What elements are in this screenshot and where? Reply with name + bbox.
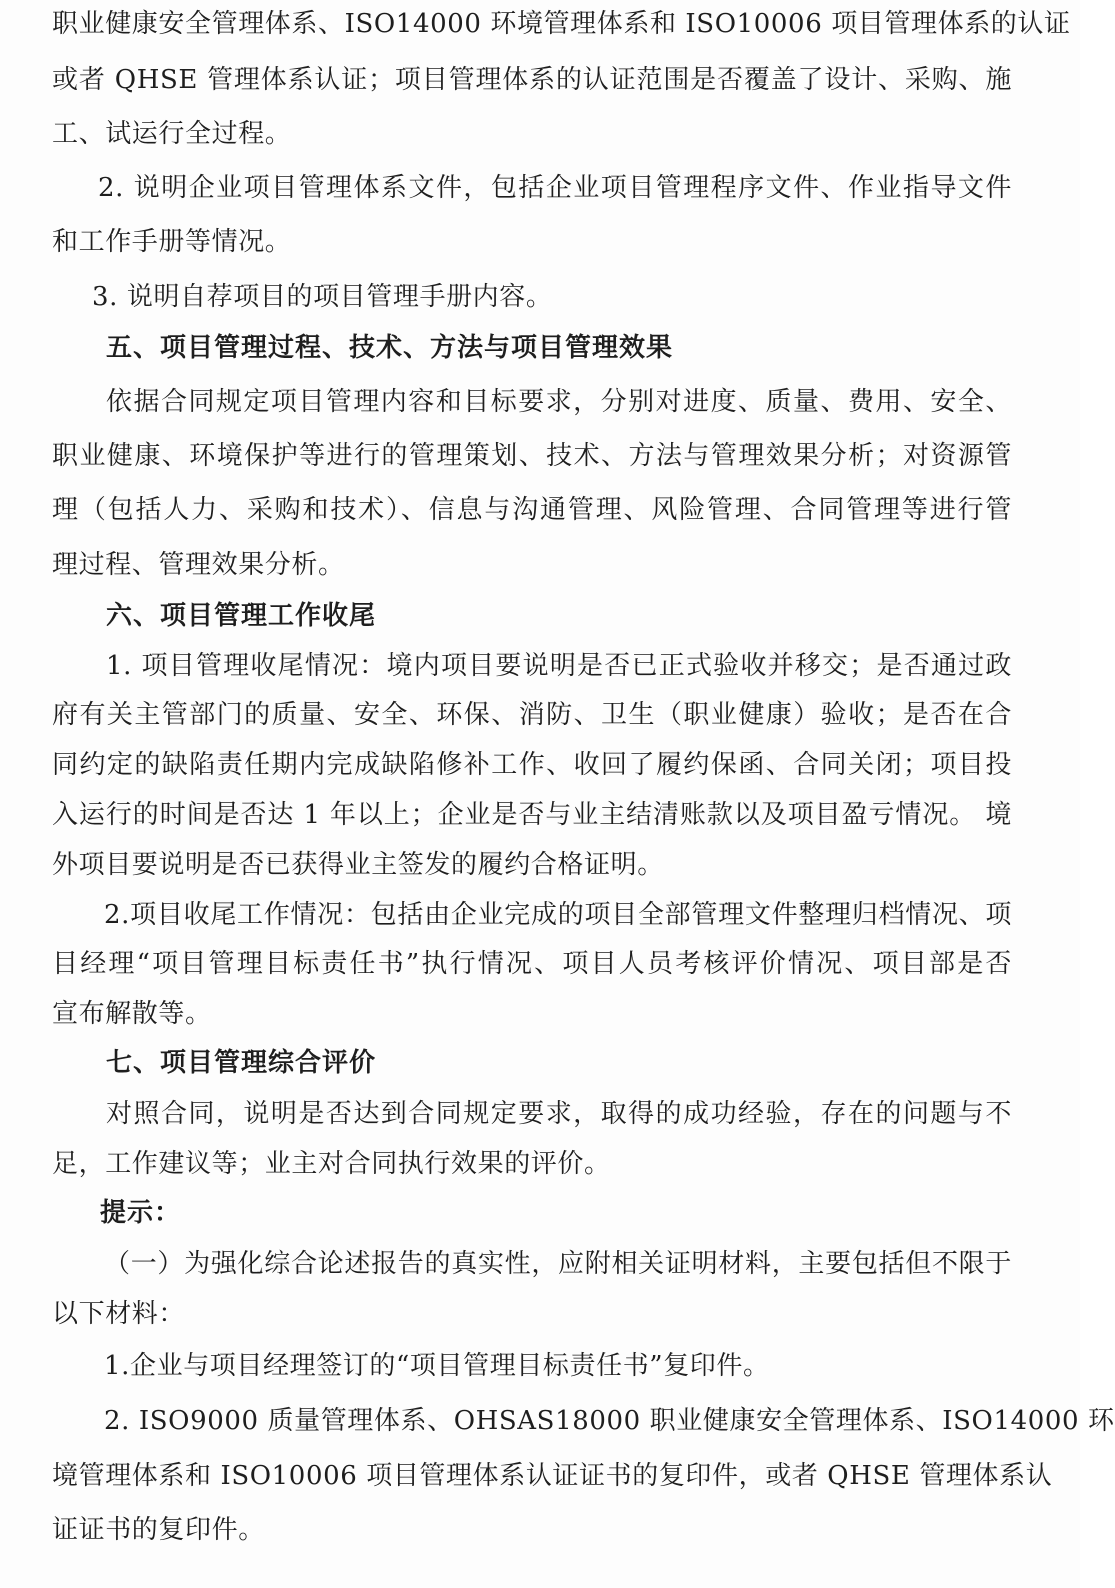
text-line: 府有关主管部门的质量、安全、环保、消防、卫生（职业健康）验收；是否在合 [52, 700, 1012, 730]
text-line: 职业健康、环境保护等进行的管理策划、技术、方法与管理效果分析；对资源管 [52, 441, 1012, 471]
text-line: 以下材料： [52, 1299, 186, 1329]
text-line: 2. ISO9000 质量管理体系、OHSAS18000 职业健康安全管理体系、ISO14000 环 [104, 1406, 1115, 1436]
text-line: 目经理“项目管理目标责任书”执行情况、项目人员考核评价情况、项目部是否 [52, 949, 1012, 979]
text-line: 或者 QHSE 管理体系认证；项目管理体系的认证范围是否覆盖了设计、采购、施 [52, 65, 1012, 95]
tips-heading: 提示： [100, 1198, 182, 1228]
text-line: 对照合同，说明是否达到合同规定要求，取得的成功经验，存在的问题与不 [106, 1099, 1012, 1129]
text-line: 境管理体系和 ISO10006 项目管理体系认证证书的复印件，或者 QHSE 管理体系认 [52, 1461, 1053, 1491]
text-line: 外项目要说明是否已获得业主签发的履约合格证明。 [52, 850, 664, 880]
text-line: 1. 项目管理收尾情况：境内项目要说明是否已正式验收并移交；是否通过政 [106, 651, 1012, 681]
section-heading: 七、项目管理综合评价 [106, 1048, 377, 1078]
text-line: 理过程、管理效果分析。 [52, 550, 345, 580]
text-line: 足，工作建议等；业主对合同执行效果的评价。 [52, 1149, 611, 1179]
text-line: 宣布解散等。 [52, 999, 212, 1029]
text-line: 同约定的缺陷责任期内完成缺陷修补工作、收回了履约保函、合同关闭；项目投 [52, 750, 1012, 780]
text-line: 职业健康安全管理体系、ISO14000 环境管理体系和 ISO10006 项目管理体系的认证 [52, 9, 1071, 39]
text-line: 依据合同规定项目管理内容和目标要求，分别对进度、质量、费用、安全、 [106, 387, 1012, 417]
text-line: 证证书的复印件。 [52, 1515, 265, 1545]
text-line: 2.项目收尾工作情况：包括由企业完成的项目全部管理文件整理归档情况、项 [104, 900, 1012, 930]
section-heading: 六、项目管理工作收尾 [106, 601, 377, 631]
text-line: （一）为强化综合论述报告的真实性，应附相关证明材料，主要包括但不限于 [104, 1249, 1012, 1279]
text-line: 入运行的时间是否达 1 年以上；企业是否与业主结清账款以及项目盈亏情况。 境 [52, 800, 1012, 830]
text-line: 工、试运行全过程。 [52, 119, 292, 149]
section-heading: 五、项目管理过程、技术、方法与项目管理效果 [106, 333, 674, 363]
text-line: 和工作手册等情况。 [52, 227, 292, 257]
text-line: 理（包括人力、采购和技术）、信息与沟通管理、风险管理、合同管理等进行管 [52, 495, 1012, 525]
text-line: 3. 说明自荐项目的项目管理手册内容。 [92, 282, 553, 312]
text-line: 1.企业与项目经理签订的“项目管理目标责任书”复印件。 [104, 1351, 770, 1381]
text-line: 2. 说明企业项目管理体系文件，包括企业项目管理程序文件、作业指导文件 [98, 173, 1012, 203]
